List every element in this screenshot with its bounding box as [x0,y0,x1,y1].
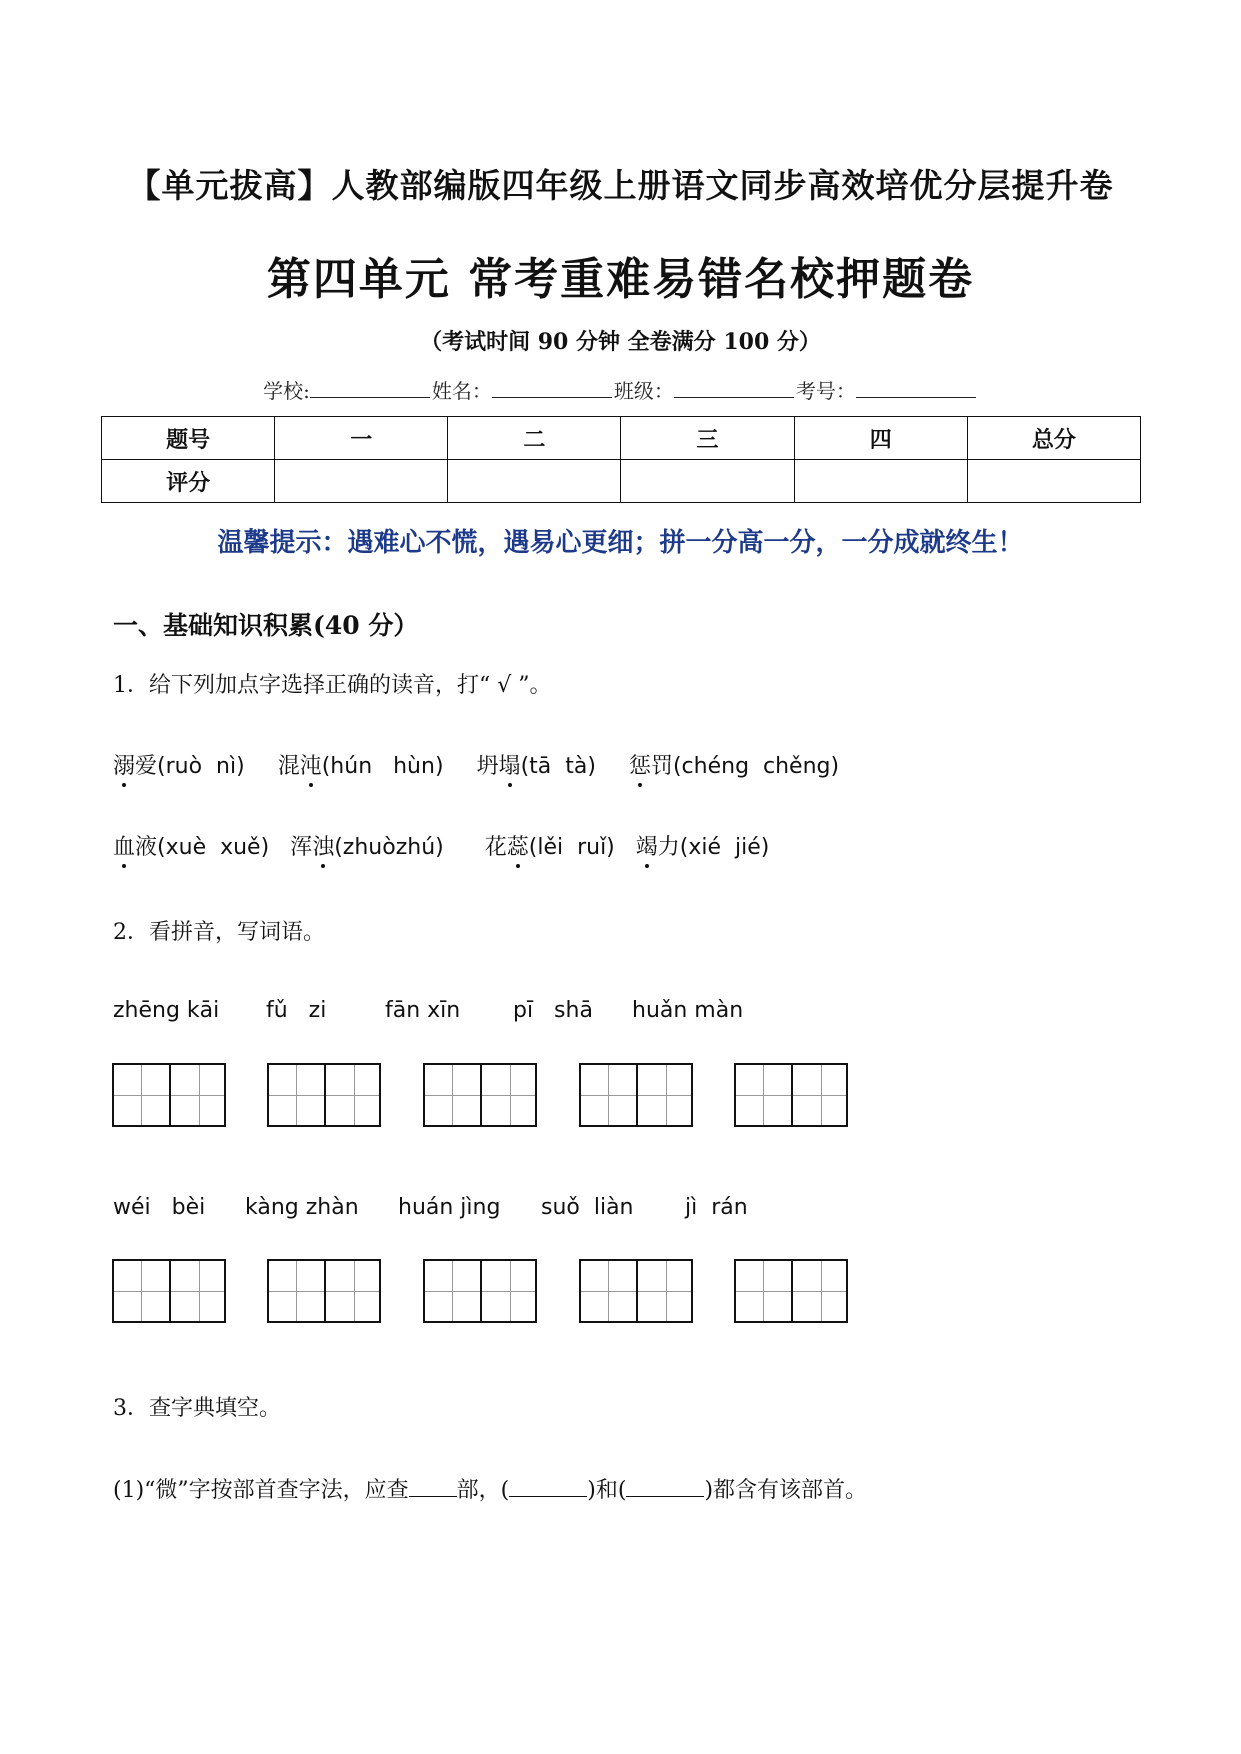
number-label: 考号： [795,379,856,403]
radical-blank[interactable] [409,1476,457,1497]
table-cell: 三 [621,417,794,460]
table-cell: 题号 [102,417,275,460]
number-blank[interactable] [856,379,976,398]
writing-box[interactable] [112,1259,226,1323]
score-entry-cell[interactable] [621,460,794,503]
table-cell: 总分 [967,417,1140,460]
section-title: 一、基础知识积累(40 分） [113,611,419,640]
score-entry-cell[interactable] [275,460,448,503]
name-label: 姓名： [431,379,492,403]
score-table-score-row [102,460,1141,503]
class-label: 班级： [613,379,674,403]
score-table-header-row [102,417,1141,460]
writing-box[interactable] [423,1259,537,1323]
q1-item: 竭力(xié jié) [635,835,770,860]
question-1-prompt: 1．给下列加点字选择正确的读音，打“ √ ”。 [113,673,552,698]
writing-box[interactable] [267,1259,381,1323]
writing-box[interactable] [579,1063,693,1127]
pinyin-label: pī shā [513,998,593,1023]
school-blank[interactable] [310,379,430,398]
writing-box[interactable] [734,1259,848,1323]
q1-item: 惩罚(chéng chěng) [628,754,840,779]
pinyin-label: fǔ zi [266,998,327,1023]
writing-box[interactable] [579,1259,693,1323]
pinyin-label: huán jìng [398,1195,501,1220]
score-entry-cell[interactable] [967,460,1140,503]
tip-text: 温馨提示：遇难心不慌，遇易心更细；拼一分高一分，一分成就终生！ [217,528,1024,558]
score-table [101,416,1141,503]
writing-box[interactable] [423,1063,537,1127]
pinyin-label: jì rán [685,1195,748,1220]
score-entry-cell[interactable] [794,460,967,503]
pinyin-label: wéi bèi [113,1195,206,1220]
question-3-sub-1: (1)“微”字按部首查字法，应查 部，( )和( )都含有该部首。 [113,1478,868,1503]
q1-item: 混沌(hún hùn) [277,754,444,779]
class-blank[interactable] [674,379,794,398]
student-info-line [0,375,1241,404]
writing-box[interactable] [734,1063,848,1127]
writing-box[interactable] [112,1063,226,1127]
exam-info: （考试时间 90 分钟 全卷满分 100 分） [420,329,821,355]
writing-box[interactable] [267,1063,381,1127]
q1-item: 浑浊(zhuòzhú) [290,835,444,860]
table-cell: 评分 [102,460,275,503]
score-entry-cell[interactable] [448,460,621,503]
q1-item: 溺爱(ruò nì) [113,754,245,779]
table-cell: 一 [275,417,448,460]
question-2-prompt: 2．看拼音，写词语。 [113,920,325,945]
pinyin-label: fān xīn [385,998,461,1023]
name-blank[interactable] [492,379,612,398]
q1-row-1 [113,749,839,780]
table-cell: 四 [794,417,967,460]
q1-row-2 [113,830,769,861]
pinyin-label: kàng zhàn [245,1195,359,1220]
question-3-prompt: 3．查字典填空。 [113,1396,281,1421]
series-title: 【单元拔高】人教部编版四年级上册语文同步高效培优分层提升卷 [127,166,1114,205]
school-label: 学校: [263,379,310,403]
pinyin-label: suǒ liàn [541,1195,634,1220]
word-blank[interactable] [509,1476,587,1497]
q1-item: 坍塌(tā tà) [476,754,596,779]
q1-item: 血液(xuè xuě) [113,835,270,860]
q1-item: 花蕊(lěi ruǐ) [484,835,615,860]
pinyin-label: huǎn màn [632,998,744,1023]
table-cell: 二 [448,417,621,460]
pinyin-label: zhēng kāi [113,998,220,1023]
unit-title: 第四单元 常考重难易错名校押题卷 [266,254,975,305]
word-blank[interactable] [626,1476,704,1497]
